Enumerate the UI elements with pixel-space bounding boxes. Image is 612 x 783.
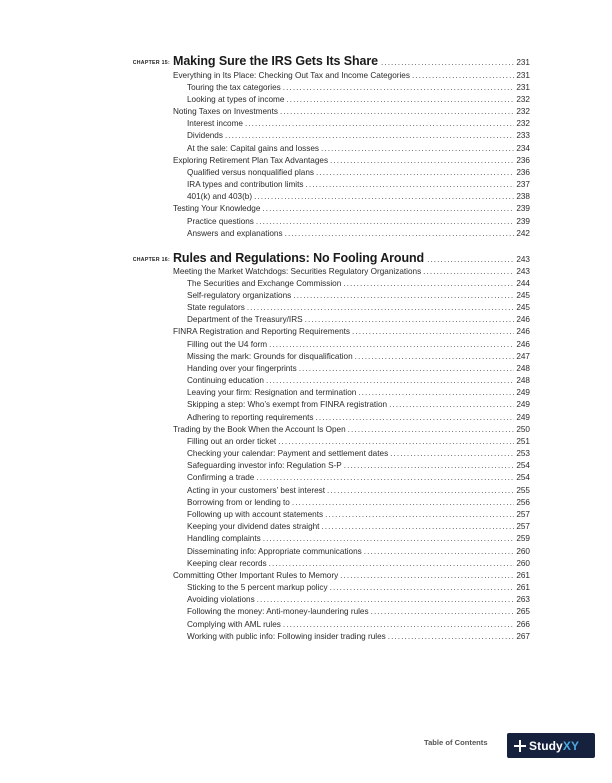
dot-leader <box>283 82 515 93</box>
entry-title: Borrowing from or lending to <box>187 497 290 507</box>
dot-leader <box>225 130 514 141</box>
page-number: 232 <box>516 94 530 104</box>
entry-title: Keeping clear records <box>187 558 267 568</box>
chapter-title: Making Sure the IRS Gets Its Share <box>173 54 381 68</box>
toc-subsection-entry[interactable] <box>187 496 530 508</box>
toc-subsection-entry[interactable] <box>187 581 530 593</box>
toc-subsection-entry[interactable] <box>187 215 530 227</box>
toc-subsection-entry[interactable] <box>187 484 530 496</box>
dot-leader <box>266 375 514 386</box>
dot-leader <box>305 314 515 325</box>
page-number: 257 <box>516 522 530 532</box>
dot-leader <box>348 424 515 435</box>
page-number: 231 <box>516 58 530 67</box>
toc-section-entry[interactable] <box>173 423 530 435</box>
dot-leader <box>278 436 514 447</box>
dot-leader <box>390 448 514 459</box>
plus-icon <box>507 733 529 758</box>
dot-leader <box>306 179 515 190</box>
page-number: 263 <box>516 595 530 605</box>
toc-subsection-entry[interactable] <box>187 118 530 130</box>
dot-leader <box>321 521 514 532</box>
entry-title: Answers and explanations <box>187 228 283 238</box>
toc-subsection-entry[interactable] <box>187 594 530 606</box>
entry-title: Everything in Its Place: Checking Out Tax and Income Categories <box>173 70 410 80</box>
dot-leader <box>285 228 515 239</box>
page-number: 249 <box>516 400 530 410</box>
toc-section-entry[interactable] <box>173 154 530 166</box>
page-number: 251 <box>516 436 530 446</box>
page-number: 245 <box>516 303 530 313</box>
page-number: 231 <box>516 70 530 80</box>
page-number: 237 <box>516 180 530 190</box>
brand-main: Study <box>529 738 563 753</box>
entry-title: Meeting the Market Watchdogs: Securities Regulatory Organizations <box>173 266 422 276</box>
page-number: 236 <box>516 155 530 165</box>
entry-title: Looking at types of income <box>187 94 285 104</box>
dot-leader <box>269 558 515 569</box>
dot-leader <box>325 509 514 520</box>
studyxy-logo[interactable] <box>507 733 595 758</box>
dot-leader <box>316 412 515 423</box>
entry-title: Dividends <box>187 131 223 141</box>
page-number: 249 <box>516 388 530 398</box>
page-number: 233 <box>516 131 530 141</box>
entry-title: IRA types and contribution limits <box>187 180 304 190</box>
page-number: 250 <box>516 424 530 434</box>
chapter-title-row <box>173 247 530 265</box>
toc-subsection-entry[interactable] <box>187 387 530 399</box>
entry-title: Confirming a trade <box>187 473 255 483</box>
entry-title: Self-regulatory organizations <box>187 290 292 300</box>
dot-leader <box>293 290 514 301</box>
toc-subsection-entry[interactable] <box>187 435 530 447</box>
entry-title: Filling out the U4 form <box>187 339 268 349</box>
toc-subsection-entry[interactable] <box>187 472 530 484</box>
dot-leader <box>247 302 515 313</box>
toc-subsection-entry[interactable] <box>187 545 530 557</box>
page-number: 248 <box>516 376 530 386</box>
entry-title: Committing Other Important Rules to Memory <box>173 570 339 580</box>
dot-leader <box>330 155 514 166</box>
toc-subsection-entry[interactable] <box>187 191 530 203</box>
toc-subsection-entry[interactable] <box>187 277 530 289</box>
entry-title: Acting in your customers’ best interest <box>187 485 326 495</box>
toc-subsection-entry[interactable] <box>187 508 530 520</box>
dot-leader <box>327 485 514 496</box>
page-number: 236 <box>516 167 530 177</box>
entry-title: Testing Your Knowledge <box>173 204 261 214</box>
page-number: 242 <box>516 228 530 238</box>
toc-subsection-entry[interactable] <box>187 166 530 178</box>
dot-leader <box>269 339 514 350</box>
toc-subsection-entry[interactable] <box>187 338 530 350</box>
footer-toc-label[interactable]: Table of Contents <box>424 738 488 747</box>
toc-subsection-entry[interactable] <box>187 130 530 142</box>
dot-leader <box>245 118 514 129</box>
page-number: 246 <box>516 315 530 325</box>
toc-section-entry[interactable] <box>173 106 530 118</box>
page-number: 231 <box>516 82 530 92</box>
entry-title: Skipping a step: Who’s exempt from FINRA registration <box>187 400 388 410</box>
page-number: 246 <box>516 327 530 337</box>
toc-subsection-entry[interactable] <box>187 521 530 533</box>
dot-leader <box>371 606 515 617</box>
dot-leader <box>389 399 514 410</box>
entry-title: Keeping your dividend dates straight <box>187 522 320 532</box>
entry-title: The Securities and Exchange Commission <box>187 278 342 288</box>
chapter-heading[interactable] <box>0 50 612 68</box>
page-number: 246 <box>516 339 530 349</box>
toc-subsection-entry[interactable] <box>187 179 530 191</box>
dot-leader <box>381 57 514 68</box>
page-number: 261 <box>516 570 530 580</box>
page-number: 239 <box>516 204 530 214</box>
chapter-label: CHAPTER 15: <box>132 60 170 66</box>
entry-title: Leaving your firm: Resignation and termination <box>187 388 357 398</box>
brand-accent: XY <box>562 738 580 753</box>
dot-leader <box>412 70 514 81</box>
toc-subsection-entry[interactable] <box>187 557 530 569</box>
entry-title: Adhering to reporting requirements <box>187 412 314 422</box>
toc-subsection-entry[interactable] <box>187 289 530 301</box>
dot-leader <box>286 94 514 105</box>
page-number: 257 <box>516 509 530 519</box>
chapter-title: Rules and Regulations: No Fooling Around <box>173 251 427 265</box>
page-number: 259 <box>516 534 530 544</box>
toc-section-entry[interactable] <box>173 569 530 581</box>
page-number: 260 <box>516 546 530 556</box>
page-number: 234 <box>516 143 530 153</box>
page-number: 238 <box>516 192 530 202</box>
toc-subsection-entry[interactable] <box>187 93 530 105</box>
page-number: 253 <box>516 449 530 459</box>
entry-title: Interest income <box>187 119 243 129</box>
chapter-heading[interactable] <box>0 247 612 265</box>
dot-leader <box>352 326 514 337</box>
dot-leader <box>321 143 514 154</box>
dot-leader <box>299 363 515 374</box>
dot-leader <box>344 460 515 471</box>
toc-subsection-entry[interactable] <box>187 448 530 460</box>
page-number: 244 <box>516 278 530 288</box>
page-number: 260 <box>516 558 530 568</box>
dot-leader <box>262 203 514 214</box>
toc-subsection-entry[interactable] <box>187 302 530 314</box>
page-number: 267 <box>516 631 530 641</box>
page-number: 254 <box>516 473 530 483</box>
toc-section-entry[interactable] <box>173 69 530 81</box>
page-number: 261 <box>516 583 530 592</box>
entry-title: Avoiding violations <box>187 595 255 605</box>
dot-leader <box>283 619 514 630</box>
entry-title: Safeguarding investor info: Regulation S-P <box>187 461 342 471</box>
entry-title: Missing the mark: Grounds for disqualification <box>187 351 353 361</box>
page-number: 265 <box>516 607 530 617</box>
toc-subsection-entry[interactable] <box>187 81 530 93</box>
entry-title: Noting Taxes on Investments <box>173 107 278 117</box>
toc-subsection-entry[interactable] <box>187 618 530 630</box>
dot-leader <box>423 266 514 277</box>
entry-title: Disseminating info: Appropriate communications <box>187 546 362 556</box>
toc-subsection-entry[interactable] <box>187 411 530 423</box>
entry-title: Continuing education <box>187 376 264 386</box>
page-number: 256 <box>516 497 530 507</box>
page-number: 232 <box>516 119 530 129</box>
page-number: 249 <box>516 412 530 422</box>
entry-title: State regulators <box>187 303 245 313</box>
page-number: 255 <box>516 485 530 495</box>
entry-title: Filling out an order ticket <box>187 436 277 446</box>
dot-leader <box>292 497 514 508</box>
chapter-title-row <box>173 50 530 68</box>
toc-subsection-entry[interactable] <box>187 460 530 472</box>
toc-subsection-entry[interactable] <box>187 399 530 411</box>
entry-title: Touring the tax categories <box>187 82 281 92</box>
entry-title: Exploring Retirement Plan Tax Advantages <box>173 155 329 165</box>
page-number: 266 <box>516 619 530 629</box>
page-number: 247 <box>516 351 530 361</box>
dot-leader <box>343 278 514 289</box>
toc-subsection-entry[interactable] <box>187 362 530 374</box>
toc-subsection-entry[interactable] <box>187 375 530 387</box>
dot-leader <box>263 533 515 544</box>
entry-title: Checking your calendar: Payment and settlement dates <box>187 449 389 459</box>
dot-leader <box>355 351 515 362</box>
brand-text <box>529 739 579 753</box>
dot-leader <box>364 546 515 557</box>
toc-subsection-entry[interactable] <box>187 314 530 326</box>
entry-title: FINRA Registration and Reporting Requirements <box>173 327 351 337</box>
dot-leader <box>316 167 514 178</box>
chapter-label: CHAPTER 16: <box>132 257 170 263</box>
entry-title: Trading by the Book When the Account Is Open <box>173 424 346 434</box>
page-number: 239 <box>516 216 530 226</box>
toc-subsection-entry[interactable] <box>187 350 530 362</box>
entry-title: Handling complaints <box>187 534 261 544</box>
toc-section-entry[interactable] <box>173 265 530 277</box>
entry-title: Working with public info: Following insider trading rules <box>187 631 386 641</box>
dot-leader <box>340 570 514 581</box>
dot-leader <box>427 254 514 265</box>
page-number: 248 <box>516 363 530 373</box>
dot-leader <box>330 582 515 593</box>
dot-leader <box>256 472 514 483</box>
entry-title: 401(k) and 403(b) <box>187 192 253 202</box>
entry-title: Following the money: Anti-money-laundering rules <box>187 607 369 617</box>
dot-leader <box>358 387 514 398</box>
toc-subsection-entry[interactable] <box>187 142 530 154</box>
page-number: 243 <box>516 255 530 264</box>
page-number: 254 <box>516 461 530 471</box>
entry-title: Practice questions <box>187 216 254 226</box>
toc-subsection-entry[interactable] <box>187 606 530 618</box>
entry-title: Qualified versus nonqualified plans <box>187 167 314 177</box>
toc-section-entry[interactable] <box>173 203 530 215</box>
page-number: 232 <box>516 107 530 117</box>
dot-leader <box>388 631 515 642</box>
dot-leader <box>254 191 514 202</box>
page-number: 245 <box>516 290 530 300</box>
entry-title: Handing over your fingerprints <box>187 363 297 373</box>
entry-title: Sticking to the 5 percent markup policy <box>187 583 328 592</box>
page-number: 243 <box>516 266 530 276</box>
dot-leader <box>280 106 514 117</box>
toc-subsection-entry[interactable] <box>187 227 530 239</box>
toc-subsection-entry[interactable] <box>187 630 530 642</box>
dot-leader <box>256 216 514 227</box>
entry-title: At the sale: Capital gains and losses <box>187 143 319 153</box>
entry-title: Department of the Treasury/IRS <box>187 315 303 325</box>
entry-title: Complying with AML rules <box>187 619 281 629</box>
toc-section-entry[interactable] <box>173 326 530 338</box>
toc-subsection-entry[interactable] <box>187 533 530 545</box>
entry-title: Following up with account statements <box>187 509 324 519</box>
dot-leader <box>257 594 515 605</box>
